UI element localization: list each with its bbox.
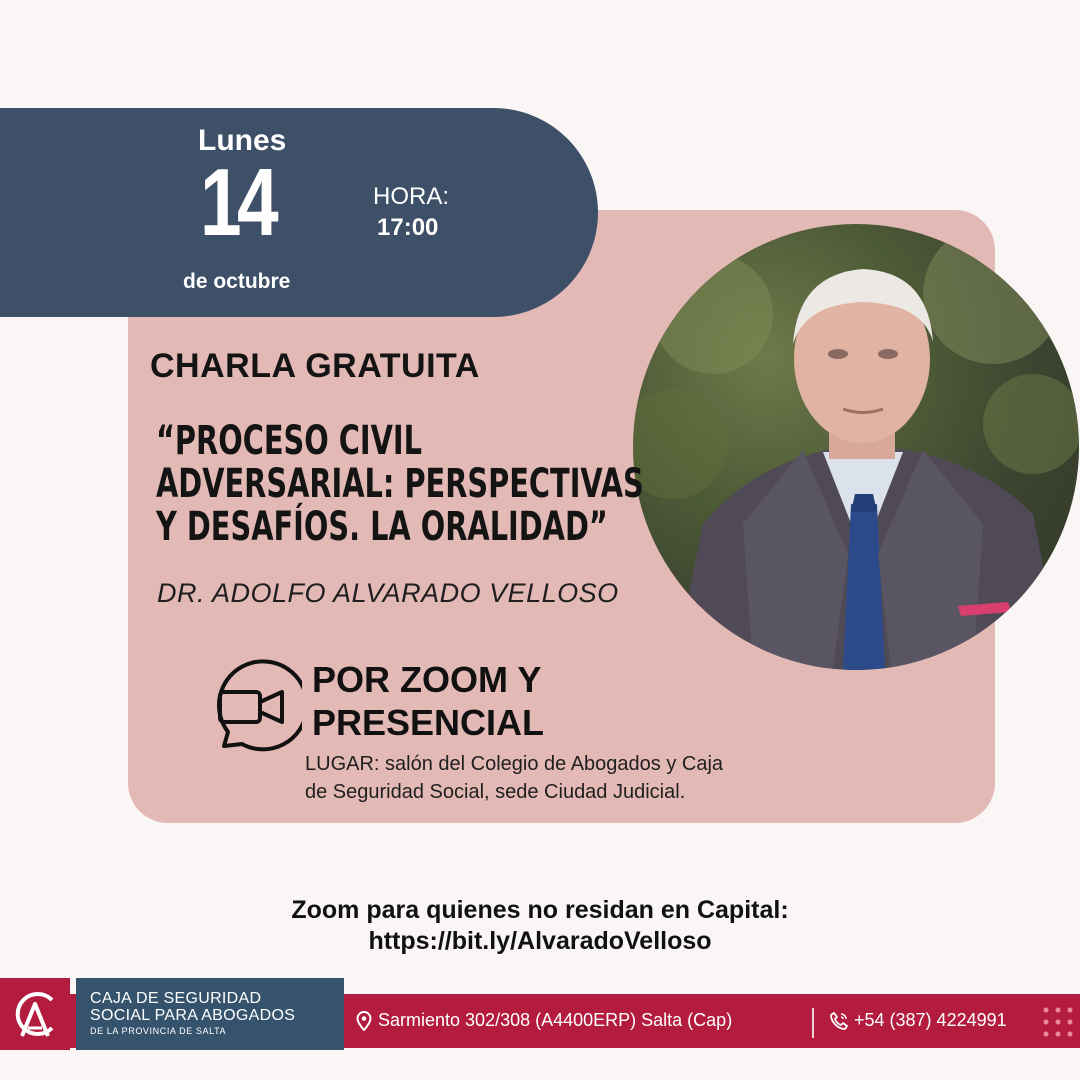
event-day: 14 <box>200 149 274 256</box>
modality-line: PRESENCIAL <box>312 702 545 743</box>
org-logo-icon <box>0 978 70 1050</box>
org-name-line: SOCIAL PARA ABOGADOS <box>90 1007 296 1024</box>
video-camera-icon <box>202 658 302 758</box>
event-type: CHARLA GRATUITA <box>150 347 480 385</box>
org-name-subline: DE LA PROVINCIA DE SALTA <box>90 1026 227 1036</box>
zoom-note-text: Zoom para quienes no residan en Capital: <box>291 896 789 924</box>
modality-line: POR ZOOM Y <box>312 659 542 700</box>
speaker-portrait-illustration <box>633 224 1079 670</box>
decorative-dots-icon <box>1040 1004 1076 1040</box>
event-title <box>156 420 644 549</box>
speaker-photo <box>633 224 1079 670</box>
speaker-name: DR. ADOLFO ALVARADO VELLOSO <box>157 578 619 608</box>
footer-address <box>356 1010 732 1031</box>
time-label: HORA: <box>373 183 450 210</box>
event-month: de octubre <box>183 270 291 293</box>
org-logo <box>0 978 70 1050</box>
venue-description <box>305 750 723 806</box>
zoom-note <box>0 895 1080 957</box>
footer-divider <box>812 1008 814 1038</box>
time-value: 17:00 <box>377 214 439 241</box>
venue-line: LUGAR: salón del Colegio de Abogados y Caja <box>305 753 724 775</box>
org-name <box>76 978 344 1050</box>
venue-line: de Seguridad Social, sede Ciudad Judicial. <box>305 781 686 803</box>
date-banner <box>0 108 598 317</box>
zoom-link[interactable]: https://bit.ly/AlvaradoVelloso <box>368 927 712 955</box>
location-pin-icon <box>356 1011 372 1031</box>
event-modality <box>312 658 544 744</box>
footer-phone <box>830 1010 1007 1031</box>
org-name-line: CAJA DE SEGURIDAD <box>90 990 262 1007</box>
event-title-line: Y DESAFÍOS. LA ORALIDAD” <box>156 504 608 550</box>
address-text: Sarmiento 302/308 (A4400ERP) Salta (Cap) <box>378 1010 733 1030</box>
event-title-line: ADVERSARIAL: PERSPECTIVAS <box>156 461 644 507</box>
phone-text: +54 (387) 4224991 <box>854 1010 1007 1030</box>
event-title-line: “PROCESO CIVIL <box>156 418 422 464</box>
phone-icon <box>830 1012 848 1030</box>
event-weekday: Lunes <box>198 124 287 157</box>
